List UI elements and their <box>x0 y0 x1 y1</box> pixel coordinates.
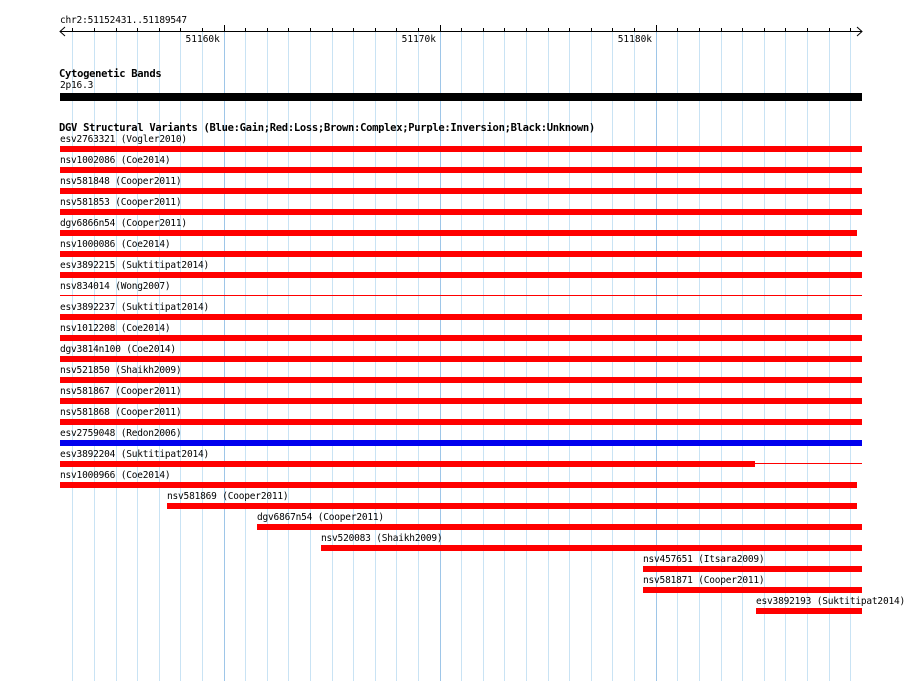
dgv-feature-label[interactable]: nsv1000966 (Coe2014) <box>60 470 171 481</box>
cytoband-track-title[interactable]: Cytogenetic Bands <box>59 68 162 80</box>
dgv-feature-label[interactable]: esv3892237 (Suktitipat2014) <box>60 302 210 313</box>
dgv-track-title[interactable]: DGV Structural Variants (Blue:Gain;Red:Loss;Brown:Complex;Purple:Inversion;Black:Unknown) <box>59 122 595 134</box>
dgv-feature-label[interactable]: nsv581848 (Cooper2011) <box>60 176 182 187</box>
dgv-feature-label[interactable]: esv3892204 (Suktitipat2014) <box>60 449 210 460</box>
ruler-axis[interactable] <box>0 0 890 50</box>
dgv-loss-bar[interactable] <box>60 146 862 152</box>
dgv-loss-thin-tail <box>755 463 862 464</box>
dgv-loss-bar[interactable] <box>257 524 862 530</box>
dgv-loss-bar[interactable] <box>60 209 862 215</box>
dgv-loss-bar[interactable] <box>60 356 862 362</box>
cytoband-bar[interactable] <box>60 93 862 101</box>
dgv-feature-label[interactable]: nsv834014 (Wong2007) <box>60 281 171 292</box>
dgv-loss-bar[interactable] <box>60 295 862 296</box>
dgv-loss-bar[interactable] <box>321 545 862 551</box>
dgv-feature-label[interactable]: nsv581867 (Cooper2011) <box>60 386 182 397</box>
dgv-loss-bar[interactable] <box>643 587 862 593</box>
dgv-feature-label[interactable]: nsv457651 (Itsara2009) <box>643 554 765 565</box>
ruler-tick-label: 51170k <box>401 34 436 45</box>
dgv-gain-bar[interactable] <box>60 440 862 446</box>
dgv-loss-bar[interactable] <box>60 230 857 236</box>
dgv-loss-bar[interactable] <box>60 482 857 488</box>
ruler-tick-label: 51160k <box>185 34 220 45</box>
dgv-loss-bar[interactable] <box>60 335 862 341</box>
dgv-loss-bar[interactable] <box>60 188 862 194</box>
dgv-loss-bar[interactable] <box>60 251 862 257</box>
dgv-feature-label[interactable]: nsv1012208 (Coe2014) <box>60 323 171 334</box>
dgv-feature-label[interactable]: dgv3814n100 (Coe2014) <box>60 344 176 355</box>
dgv-loss-bar[interactable] <box>167 503 857 509</box>
dgv-feature-label[interactable]: nsv521850 (Shaikh2009) <box>60 365 182 376</box>
dgv-loss-bar[interactable] <box>60 167 862 173</box>
dgv-loss-bar[interactable] <box>60 461 755 467</box>
dgv-feature-label[interactable]: nsv1002086 (Coe2014) <box>60 155 171 166</box>
dgv-loss-bar[interactable] <box>643 566 862 572</box>
dgv-loss-bar[interactable] <box>60 377 862 383</box>
dgv-feature-label[interactable]: esv2763321 (Vogler2010) <box>60 134 187 145</box>
dgv-loss-bar[interactable] <box>60 398 862 404</box>
cytoband-label: 2p16.3 <box>60 80 94 91</box>
dgv-feature-label[interactable]: nsv520083 (Shaikh2009) <box>321 533 443 544</box>
dgv-feature-label[interactable]: esv2759048 (Redon2006) <box>60 428 182 439</box>
dgv-feature-label[interactable]: nsv581869 (Cooper2011) <box>167 491 289 502</box>
dgv-loss-bar[interactable] <box>60 314 862 320</box>
dgv-feature-label[interactable]: nsv581868 (Cooper2011) <box>60 407 182 418</box>
dgv-feature-label[interactable]: dgv6867n54 (Cooper2011) <box>257 512 384 523</box>
dgv-feature-label[interactable]: esv3892193 (Suktitipat2014) <box>756 596 905 607</box>
dgv-feature-label[interactable]: esv3892215 (Suktitipat2014) <box>60 260 210 271</box>
ruler-range-label: chr2:51152431..51189547 <box>60 15 187 26</box>
dgv-feature-label[interactable]: nsv581871 (Cooper2011) <box>643 575 765 586</box>
dgv-feature-label[interactable]: nsv581853 (Cooper2011) <box>60 197 182 208</box>
dgv-feature-label[interactable]: nsv1000086 (Coe2014) <box>60 239 171 250</box>
ruler-tick-label: 51180k <box>617 34 653 45</box>
dgv-feature-label[interactable]: dgv6866n54 (Cooper2011) <box>60 218 187 229</box>
dgv-loss-bar[interactable] <box>60 272 862 278</box>
dgv-loss-bar[interactable] <box>756 608 862 614</box>
dgv-loss-bar[interactable] <box>60 419 862 425</box>
